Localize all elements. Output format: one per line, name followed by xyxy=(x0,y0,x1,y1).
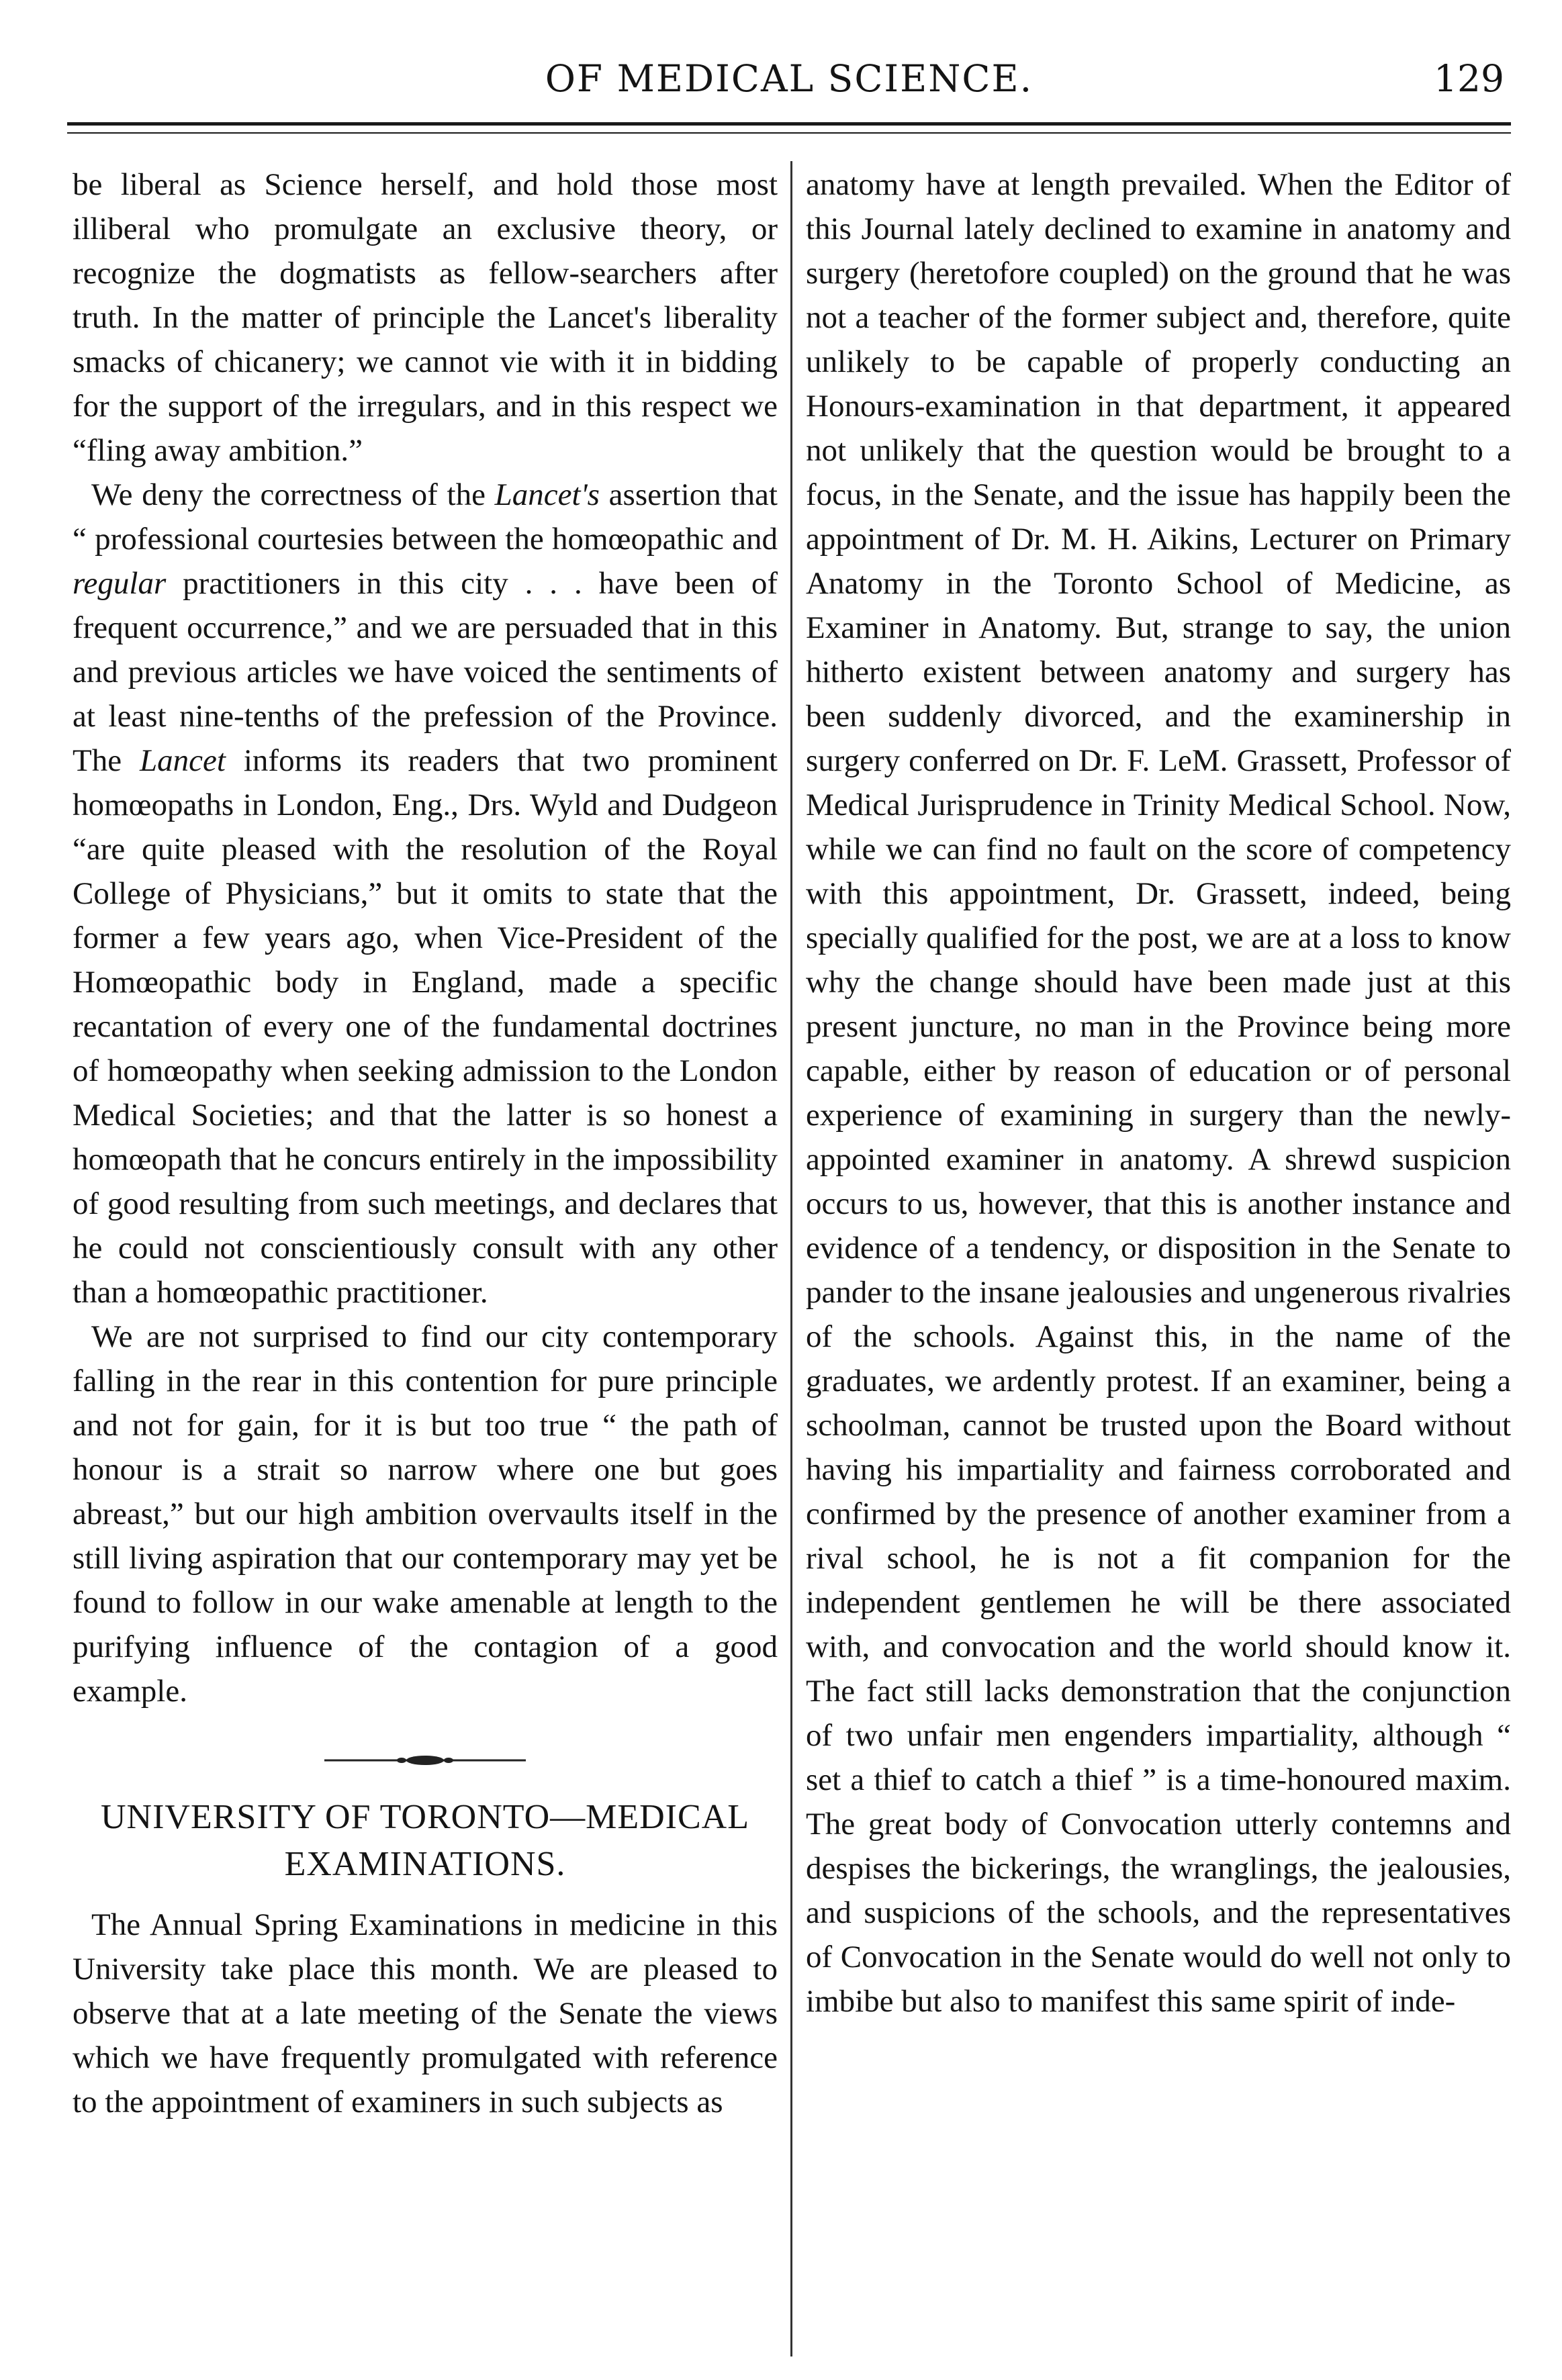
right-column xyxy=(806,162,1511,2024)
header-rule-thick xyxy=(67,122,1511,126)
paragraph: We are not surprised to find our city contemporary falling in the rear in this contention for pure principle and not for gain, for it is but too true “ the path of honour is a strait so narrow where one but goes abreast,” but our high ambition overvaults itself in the still living aspiration that our contemporary may yet be found to follow in our wake amenable at length to the purifying influence of the contagion of a good example. xyxy=(73,1319,778,1709)
column-divider xyxy=(790,161,792,2357)
section-heading: UNIVERSITY OF TORONTO—MEDICAL EXAMINATIONS. xyxy=(101,1798,749,1883)
paragraph: be liberal as Science herself, and hold those most illiberal who promulgate an exclusive theory, or recognize the dogmatists as fellow-searchers after truth. In the matter of principle the Lancet's liberality smacks of chicanery; we cannot vie with it in bidding for the support of the irregulars, and in this respect we “fling away ambition.” xyxy=(73,167,778,468)
section-divider-ornament xyxy=(324,1754,526,1767)
paragraph: The Annual Spring Examinations in medicine in this University take place this month. We are pleased to observe that at a late meeting of the Senate the views which we have frequently promulgated with reference to the appointment of examiners in such subjects as xyxy=(73,1907,778,2120)
page-header xyxy=(67,57,1511,111)
page-number: 129 xyxy=(1434,57,1504,100)
header-rule-thin xyxy=(67,132,1511,134)
running-title: OF MEDICAL SCIENCE. xyxy=(545,57,1033,100)
paragraph: We deny the correctness of the Lancet's assertion that “ professional courtesies between the homœopathic and regular practitioners in this city . . . have been of frequent occurrence,” and we are persuaded that in this and previous articles we have voiced the sentiments of at least nine-tenths of the prefession of the Province. The Lancet informs its readers that two prominent homœopaths in London, Eng., Drs. Wyld and Dudgeon “are quite pleased with the resolution of the Royal College of Physicians,” but it omits to state that the former a few years ago, when Vice-President of the Homœopathic body in England, made a specific recantation of every one of the fundamental doctrines of homœopathy when seeking admission to the London Medical Societies; and that the latter is so honest a homœopath that he concurs entirely in the impossibility of good resulting from such meetings, and declares that he could not conscientiously consult with any other than a homœopathic practitioner. xyxy=(73,477,778,1310)
left-column xyxy=(73,162,778,2124)
paragraph: anatomy have at length prevailed. When the Editor of this Journal lately declined to examine in anatomy and surgery (heretofore coupled) on the ground that he was not a teacher of the former subject and, therefore, quite unlikely to be capable of properly conducting an Honours-examination in that department, it appeared not unlikely that the question would be brought to a focus, in the Senate, and the issue has happily been the appointment of Dr. M. H. Aikins, Lecturer on Primary Anatomy in the Toronto School of Medicine, as Examiner in Anatomy. But, strange to say, the union hitherto existent between anatomy and surgery has been suddenly divorced, and the examinership in surgery conferred on Dr. F. LeM. Grassett, Professor of Medical Jurisprudence in Trinity Medical School. Now, while we can find no fault on the score of competency with this appointment, Dr. Grassett, indeed, being specially qualified for the post, we are at a loss to know why the change should have been made just at this present juncture, no man in the Province being more capable, either by reason of education or of personal experience of examining in surgery than the newly-appointed examiner in anatomy. A shrewd suspicion occurs to us, however, that this is another instance and evidence of a tendency, or disposition in the Senate to pander to the insane jealousies and ungenerous rivalries of the schools. Against this, in the name of the graduates, we ardently protest. If an examiner, being a schoolman, cannot be trusted upon the Board without having his impartiality and fairness corroborated and confirmed by the presence of another examiner from a rival school, he is not a fit companion for the independent gentlemen he will be there associated with, and convocation and the world should know it. The fact still lacks demonstration that the conjunction of two unfair men engenders impartiality, although “ set a thief to catch a thief ” is a time-honoured maxim. The great body of Convocation utterly contemns and despises the bickerings, the wranglings, the jealousies, and suspicions of the schools, and the representatives of Convocation in the Senate would do well not only to imbibe but also to manifest this same spirit of inde- xyxy=(806,167,1511,2019)
